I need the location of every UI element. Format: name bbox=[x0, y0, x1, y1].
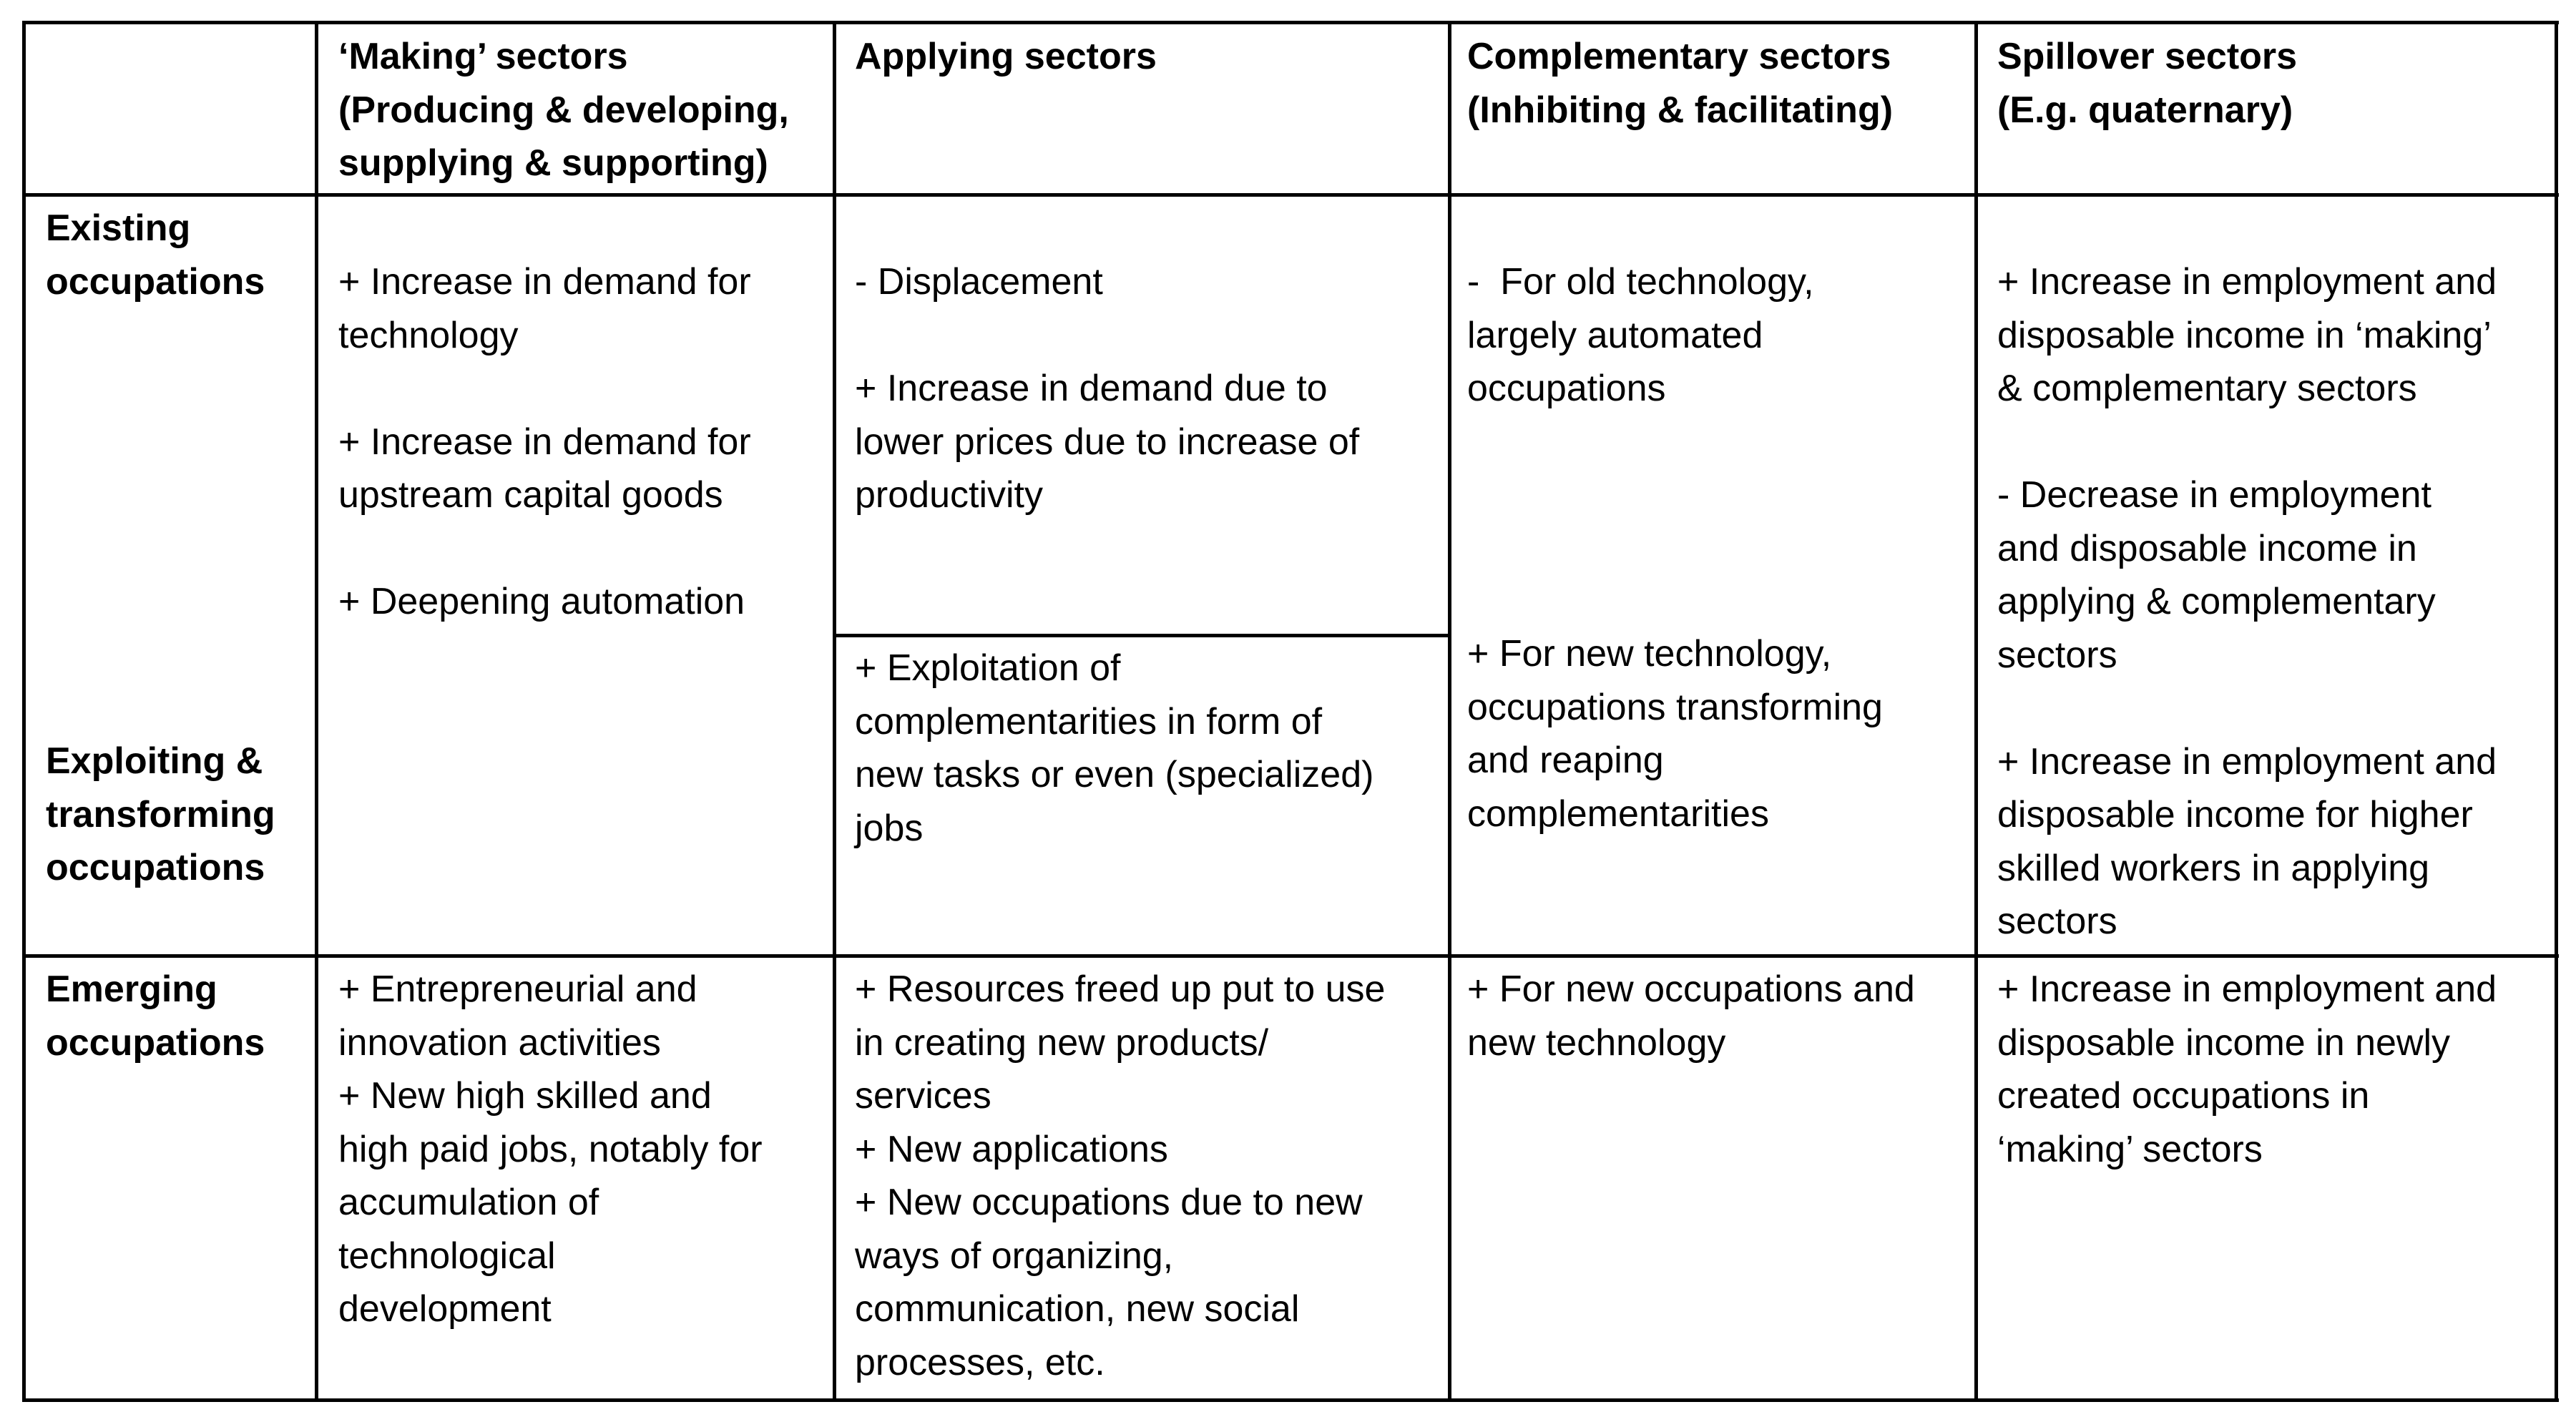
column-divider-complementary bbox=[1448, 21, 1451, 1402]
text-line: occupations bbox=[46, 1021, 265, 1064]
text-line: occupations bbox=[46, 260, 265, 303]
text-line: occupations transforming bbox=[1467, 686, 1883, 728]
text-line: disposable income in ‘making’ bbox=[1997, 314, 2492, 356]
text-line: occupations bbox=[46, 847, 265, 888]
text-line: complementarities bbox=[1467, 793, 1769, 835]
text-line: in creating new products/ bbox=[855, 1021, 1269, 1064]
text-line: and reaping bbox=[1467, 740, 1664, 781]
text-line: upstream capital goods bbox=[338, 474, 723, 516]
text-line: largely automated bbox=[1467, 314, 1763, 356]
table-bottom-border bbox=[22, 1398, 2559, 1402]
text-line: Emerging bbox=[46, 969, 217, 1010]
text-line: disposable income in newly bbox=[1997, 1021, 2451, 1064]
text-line: supplying & supporting) bbox=[338, 142, 768, 184]
text-line: skilled workers in applying bbox=[1997, 847, 2430, 889]
row-header-existing bbox=[46, 202, 265, 308]
text-line: jobs bbox=[855, 807, 924, 849]
cell-emerging-spillover bbox=[1997, 963, 2497, 1176]
text-line: development bbox=[338, 1288, 552, 1330]
text-line: + Entrepreneurial and bbox=[338, 969, 697, 1010]
text-line: transforming bbox=[46, 793, 275, 835]
row-header-exploiting bbox=[46, 735, 275, 895]
text-line: processes, etc. bbox=[855, 1341, 1105, 1383]
text-line: ‘Making’ sectors bbox=[338, 36, 628, 77]
text-line: + New applications bbox=[855, 1128, 1168, 1170]
column-divider-applying bbox=[833, 21, 836, 1402]
text-line: sectors bbox=[1997, 901, 2117, 942]
text-line: lower prices due to increase of bbox=[855, 421, 1360, 463]
text-line: Complementary sectors bbox=[1467, 36, 1891, 77]
text-line: Existing bbox=[46, 207, 191, 249]
text-line: high paid jobs, notably for bbox=[338, 1128, 763, 1170]
cell-existing-spillover bbox=[1997, 255, 2497, 948]
text-line: Spillover sectors bbox=[1997, 36, 2298, 77]
text-line: - For old technology, bbox=[1467, 261, 1814, 303]
column-header-making bbox=[338, 30, 789, 190]
text-line: and disposable income in bbox=[1997, 527, 2417, 569]
text-line: + Increase in employment and bbox=[1997, 261, 2497, 303]
column-header-applying bbox=[855, 30, 1157, 84]
text-line: - Decrease in employment bbox=[1997, 474, 2431, 516]
text-line: - Displacement bbox=[855, 261, 1103, 303]
text-line bbox=[338, 522, 751, 576]
cell-existing-making bbox=[338, 255, 751, 629]
cell-existing-applying bbox=[855, 255, 1359, 522]
text-line: + For new technology, bbox=[1467, 633, 1832, 675]
text-line: (Inhibiting & facilitating) bbox=[1467, 89, 1894, 131]
text-line bbox=[855, 309, 1359, 363]
text-line: + New occupations due to new bbox=[855, 1182, 1363, 1223]
text-line: ‘making’ sectors bbox=[1997, 1128, 2263, 1170]
text-line: disposable income for higher bbox=[1997, 794, 2473, 835]
cell-exploiting-applying bbox=[855, 642, 1373, 855]
cell-emerging-making bbox=[338, 963, 763, 1336]
cell-emerging-applying bbox=[855, 963, 1385, 1389]
table-top-border bbox=[22, 21, 2559, 24]
text-line: accumulation of bbox=[338, 1182, 599, 1223]
text-line: occupations bbox=[1467, 368, 1666, 409]
text-line: created occupations in bbox=[1997, 1075, 2370, 1117]
text-line: communication, new social bbox=[855, 1288, 1300, 1330]
column-divider-making bbox=[315, 21, 318, 1402]
applying-existing-exploiting-divider bbox=[834, 634, 1451, 637]
text-line: productivity bbox=[855, 474, 1043, 516]
text-line: + For new occupations and bbox=[1467, 969, 1915, 1010]
text-line: + Increase in demand due to bbox=[855, 368, 1328, 409]
header-row-bottom-border bbox=[22, 193, 2559, 197]
cell-existing-complementary bbox=[1467, 255, 1814, 416]
text-line: new technology bbox=[1467, 1021, 1726, 1064]
text-line: innovation activities bbox=[338, 1021, 661, 1064]
text-line: sectors bbox=[1997, 634, 2117, 676]
text-line: complementarities in form of bbox=[855, 700, 1323, 742]
column-header-spillover bbox=[1997, 30, 2297, 137]
text-line: + New high skilled and bbox=[338, 1075, 712, 1117]
text-line: new tasks or even (specialized) bbox=[855, 754, 1374, 795]
text-line: + Deepening automation bbox=[338, 581, 745, 622]
text-line: Applying sectors bbox=[855, 36, 1157, 77]
text-line: (E.g. quaternary) bbox=[1997, 89, 2293, 131]
text-line bbox=[338, 362, 751, 416]
text-line: + Increase in demand for bbox=[338, 421, 751, 463]
text-line bbox=[1997, 416, 2497, 469]
text-line: + Increase in employment and bbox=[1997, 969, 2497, 1010]
table-right-border bbox=[2555, 21, 2558, 1402]
table-left-border bbox=[22, 21, 26, 1402]
text-line: technology bbox=[338, 314, 519, 356]
row-header-emerging bbox=[46, 963, 265, 1069]
text-line: (Producing & developing, bbox=[338, 89, 789, 131]
text-line bbox=[1997, 682, 2497, 735]
cell-exploiting-complementary bbox=[1467, 627, 1883, 840]
text-line: + Increase in demand for bbox=[338, 261, 751, 303]
emerging-row-top-border bbox=[22, 954, 2559, 958]
text-line: technological bbox=[338, 1235, 556, 1277]
text-line: + Exploitation of bbox=[855, 647, 1121, 689]
text-line: + Resources freed up put to use bbox=[855, 969, 1386, 1010]
cell-emerging-complementary bbox=[1467, 963, 1915, 1069]
text-line: ways of organizing, bbox=[855, 1235, 1174, 1277]
text-line: services bbox=[855, 1075, 991, 1117]
column-header-complementary bbox=[1467, 30, 1893, 137]
text-line: + Increase in employment and bbox=[1997, 740, 2497, 783]
text-line: applying & complementary bbox=[1997, 581, 2436, 622]
text-line: Exploiting & bbox=[46, 740, 263, 782]
text-line: & complementary sectors bbox=[1997, 368, 2417, 409]
column-divider-spillover bbox=[1974, 21, 1978, 1402]
